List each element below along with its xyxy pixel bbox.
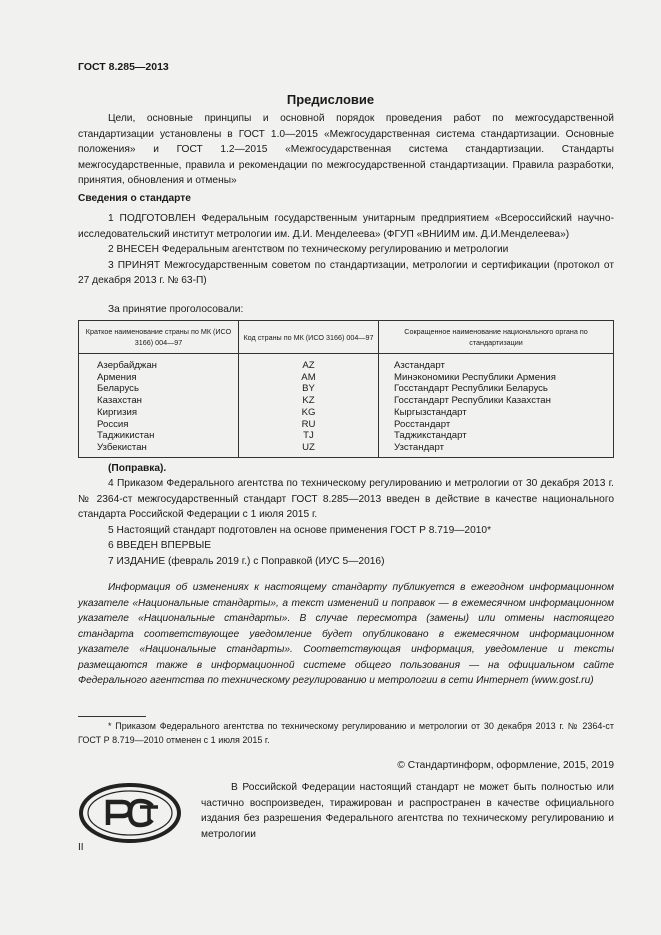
copyright: © Стандартинформ, оформление, 2015, 2019 (397, 760, 614, 771)
section-heading: Сведения о стандарте (78, 193, 191, 204)
table-cell-body: Кыргызстандарт (379, 407, 614, 419)
table-row (79, 372, 614, 384)
table-cell-code: BY (239, 383, 379, 395)
table-cell-code: UZ (239, 442, 379, 457)
notice-paragraph: Информация об изменениях к настоящему стандарту публикуется в ежегодном информационном указателе «Национальные стандарты», а текст изменений и поправок — в ежемесячном информационном указателе «Национальные стандарты». В случае пересмотра (замены) или отмены настоящего стандарта соответствующее уведомление будет опубликовано в ежемесячном информационном указателе «Национальные стандарты». Соответствующая информация, уведомление и тексты размещаются также в информационной системе общего пользования — на официальном сайте Федерального агентства по техническому регулированию и метрологии в сети Интернет (www.gost.ru) (78, 582, 614, 686)
table-header-code: Код страны по МК (ИСО 3166) 004—97 (239, 321, 379, 354)
table-cell-body: Узстандарт (379, 442, 614, 457)
table-cell-country: Таджикистан (79, 430, 239, 442)
table-header-body: Сокращенное наименование национального органа по стандартизации (379, 321, 614, 354)
table-row (79, 383, 614, 395)
info-item-2: 2 ВНЕСЕН Федеральным агентством по техническому регулированию и метрологии (108, 244, 509, 255)
table-cell-country: Азербайджан (79, 354, 239, 372)
table-cell-country: Россия (79, 419, 239, 431)
table-cell-country: Беларусь (79, 383, 239, 395)
table-cell-body: Минэкономики Республики Армения (379, 372, 614, 384)
table-cell-body: Таджикстандарт (379, 430, 614, 442)
page-title: Предисловие (286, 92, 375, 107)
info-item-1: 1 ПОДГОТОВЛЕН Федеральным государственным унитарным предприятием «Всероссийский научно-исследовательский институт метрологии им. Д.И. Менделеева» (ФГУП «ВНИИМ им. Д.И.Менделеева») (78, 213, 614, 240)
running-header: ГОСТ 8.285—2013 (78, 61, 169, 73)
table-cell-country: Армения (79, 372, 239, 384)
table-row (79, 442, 614, 457)
voting-table (78, 320, 614, 458)
table-row (79, 395, 614, 407)
table-cell-country: Узбекистан (79, 442, 239, 457)
table-row (79, 419, 614, 431)
gost-seal-icon (78, 782, 182, 844)
standard-info-continued (78, 476, 614, 569)
info-item-3: 3 ПРИНЯТ Межгосударственным советом по стандартизации, метрологии и сертификации (протокол от 27 декабря 2013 г. № 63-П) (78, 259, 614, 286)
info-item-4: 4 Приказом Федерального агентства по техническому регулированию и метрологии от 30 декабря 2013 г. № 2364-ст межгосударственный стандарт ГОСТ 8.285—2013 введен в действие в качестве национального стандарта Российской Федерации с 1 июля 2015 г. (78, 478, 614, 520)
table-header-country: Краткое наименование страны по МК (ИСО 3166) 004—97 (79, 321, 239, 354)
page-number: II (78, 842, 84, 853)
table-cell-country: Казахстан (79, 395, 239, 407)
standard-info (78, 211, 614, 289)
table-row (79, 407, 614, 419)
table-cell-code: TJ (239, 430, 379, 442)
intro-paragraph: Цели, основные принципы и основной порядок проведения работ по межгосударственной стандартизации установлены в ГОСТ 1.0—2015 «Межгосударственная система стандартизации. Основные положения» и ГОСТ 1.2—2015 «Межгосударственная система стандартизации. Стандарты межгосударственные, правила и рекомендации по межгосударственной стандартизации. Правила разработки, принятия, обновления и отмены» (78, 113, 614, 186)
info-item-7: 7 ИЗДАНИЕ (февраль 2019 г.) с Поправкой (ИУС 5—2016) (108, 555, 385, 567)
table-cell-body: Госстандарт Республики Казахстан (379, 395, 614, 407)
table-cell-code: AZ (239, 354, 379, 372)
table-cell-code: KZ (239, 395, 379, 407)
table-cell-code: RU (239, 419, 379, 431)
info-item-6: 6 ВВЕДЕН ВПЕРВЫЕ (108, 540, 212, 551)
table-cell-body: Росстандарт (379, 419, 614, 431)
voted-label: За принятие проголосовали: (108, 304, 244, 315)
footnote: * Приказом Федерального агентства по техническому регулированию и метрологии от 30 декабря 2013 г. № 2364-ст ГОСТ Р 8.719—2010 отменен с 1 июля 2015 г. (78, 721, 614, 745)
table-cell-code: KG (239, 407, 379, 419)
info-item-5: 5 Настоящий стандарт подготовлен на основе применения ГОСТ Р 8.719—2010* (108, 524, 492, 536)
footnote-divider (78, 716, 146, 717)
rights-notice: В Российской Федерации настоящий стандарт не может быть полностью или частично воспроизведен, тиражирован и распространен в качестве официального издания без разрешения Федерального агентства по техническому регулированию и метрологии (201, 782, 614, 840)
table-row (79, 354, 614, 372)
amendment-label: (Поправка). (108, 463, 167, 474)
table-row (79, 430, 614, 442)
table-cell-country: Киргизия (79, 407, 239, 419)
table-cell-code: AM (239, 372, 379, 384)
table-cell-body: Азстандарт (379, 354, 614, 372)
table-cell-body: Госстандарт Республики Беларусь (379, 383, 614, 395)
